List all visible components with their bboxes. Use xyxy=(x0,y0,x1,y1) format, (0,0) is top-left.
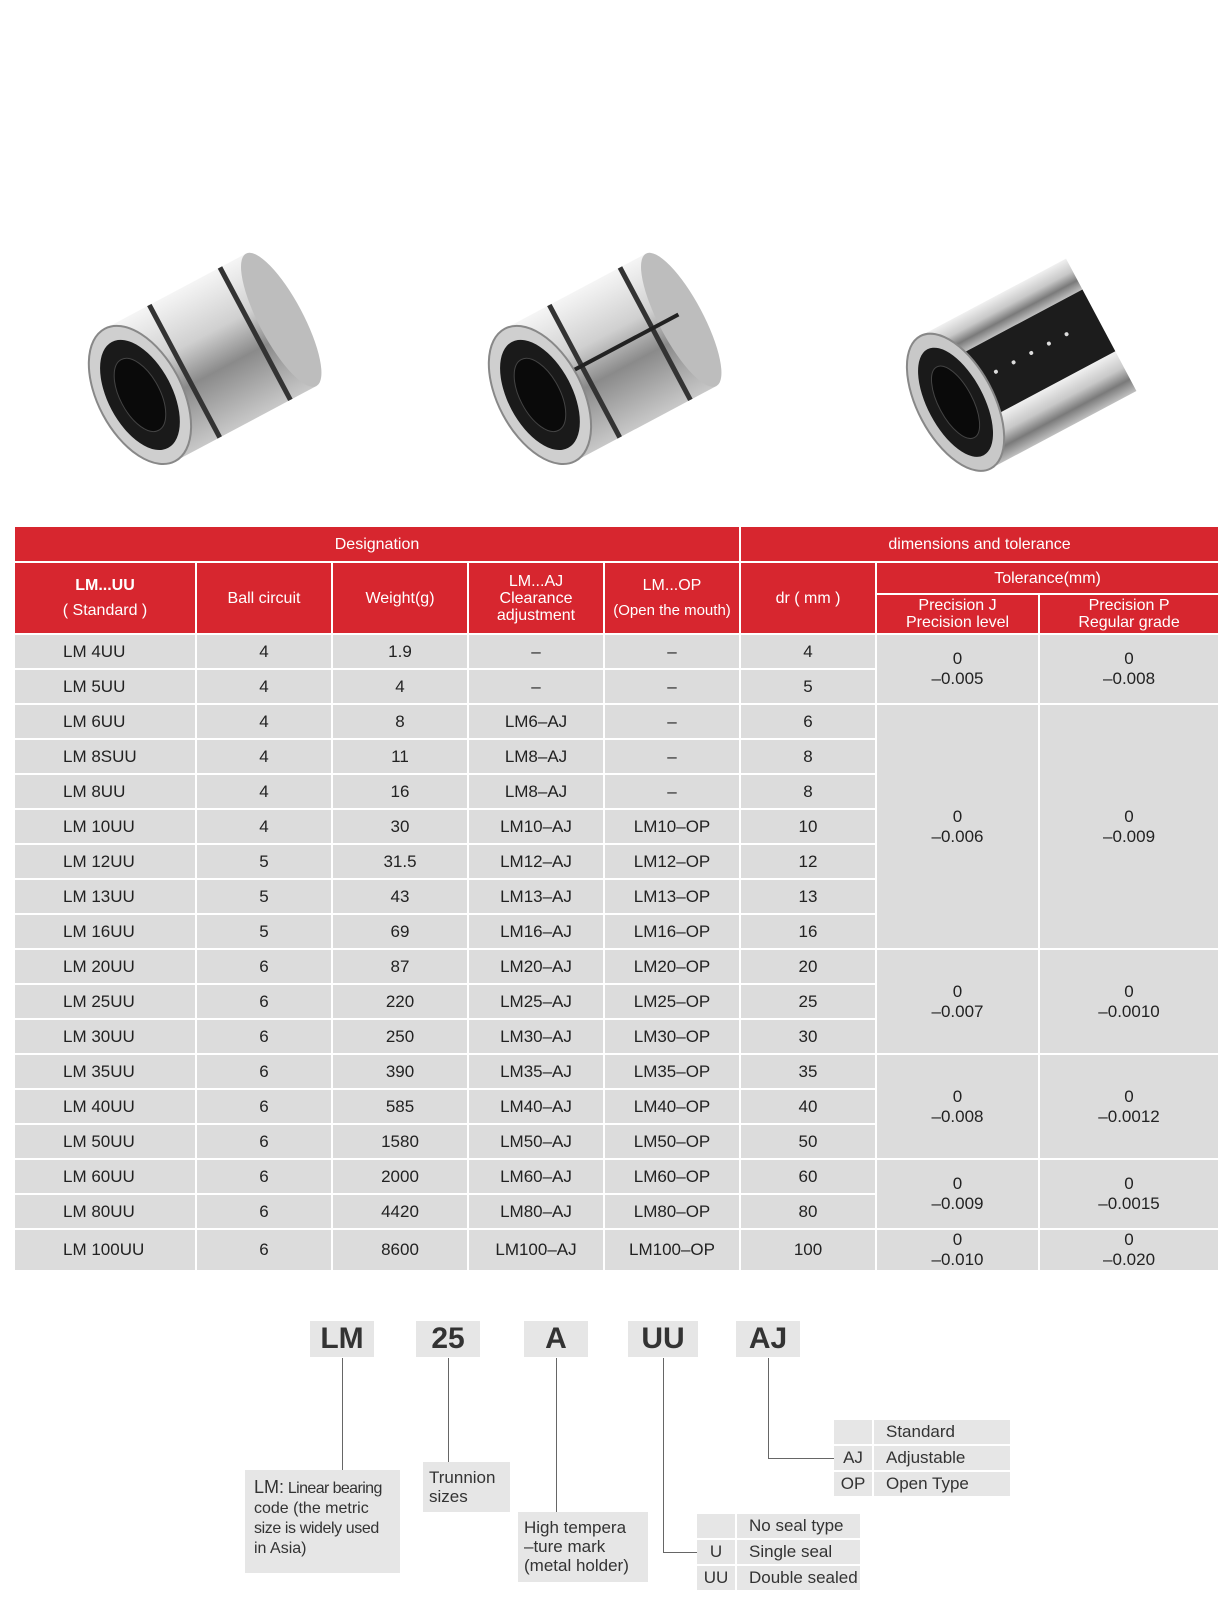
cell-dr: 6 xyxy=(740,704,876,739)
connector-line xyxy=(342,1358,343,1470)
cell-aj-variant: LM25–AJ xyxy=(468,984,604,1019)
cell-model: LM 13UU xyxy=(14,879,196,914)
cell-op-variant: LM16–OP xyxy=(604,914,740,949)
cell-aj-variant: LM13–AJ xyxy=(468,879,604,914)
high-temperature-note: High tempera –ture mark (metal holder) xyxy=(518,1512,648,1582)
cell-op-variant: – xyxy=(604,739,740,774)
col-header-lm-op: LM...OP (Open the mouth) xyxy=(604,562,740,634)
cell-precision-p-tolerance xyxy=(1039,1159,1219,1229)
cell-dr: 10 xyxy=(740,809,876,844)
tolerance-lower: –0.009 xyxy=(931,1194,984,1213)
cell-ball-circuit: 4 xyxy=(196,774,332,809)
cell-ball-circuit: 6 xyxy=(196,984,332,1019)
cell-ball-circuit: 6 xyxy=(196,1089,332,1124)
cell-op-variant: LM13–OP xyxy=(604,879,740,914)
type-option-standard: Standard xyxy=(834,1420,1010,1444)
cell-model: LM 10UU xyxy=(14,809,196,844)
cell-aj-variant: LM8–AJ xyxy=(468,739,604,774)
connector-line xyxy=(448,1358,449,1462)
connector-line xyxy=(663,1358,664,1552)
tolerance-upper: 0 xyxy=(1124,1086,1134,1106)
cell-dr: 30 xyxy=(740,1019,876,1054)
cell-precision-p-tolerance xyxy=(1039,704,1219,949)
cell-op-variant: LM25–OP xyxy=(604,984,740,1019)
cell-model: LM 80UU xyxy=(14,1194,196,1229)
cell-model: LM 8SUU xyxy=(14,739,196,774)
cell-model: LM 5UU xyxy=(14,669,196,704)
cell-model: LM 4UU xyxy=(14,634,196,669)
cell-weight: 220 xyxy=(332,984,468,1019)
cell-dr: 80 xyxy=(740,1194,876,1229)
tolerance-upper: 0 xyxy=(952,649,963,668)
cell-weight: 2000 xyxy=(332,1159,468,1194)
cell-weight: 8600 xyxy=(332,1229,468,1271)
cell-ball-circuit: 6 xyxy=(196,1019,332,1054)
cell-model: LM 60UU xyxy=(14,1159,196,1194)
cell-ball-circuit: 5 xyxy=(196,879,332,914)
cell-dr: 40 xyxy=(740,1089,876,1124)
cell-dr: 100 xyxy=(740,1229,876,1271)
cell-dr: 12 xyxy=(740,844,876,879)
cell-model: LM 100UU xyxy=(14,1229,196,1271)
cell-weight: 69 xyxy=(332,914,468,949)
cell-op-variant: LM50–OP xyxy=(604,1124,740,1159)
cell-weight: 16 xyxy=(332,774,468,809)
seal-option-none: No seal type xyxy=(697,1514,860,1538)
dimensions-header: dimensions and tolerance xyxy=(740,526,1219,562)
cell-aj-variant: LM12–AJ xyxy=(468,844,604,879)
cell-weight: 11 xyxy=(332,739,468,774)
cell-ball-circuit: 4 xyxy=(196,669,332,704)
cell-model: LM 40UU xyxy=(14,1089,196,1124)
tolerance-upper: 0 xyxy=(1124,1174,1134,1193)
cell-aj-variant: LM6–AJ xyxy=(468,704,604,739)
code-part-a: A xyxy=(524,1321,588,1357)
cell-aj-variant: LM10–AJ xyxy=(468,809,604,844)
cell-ball-circuit: 6 xyxy=(196,949,332,984)
cell-precision-p-tolerance xyxy=(1039,634,1219,704)
cell-precision-p-tolerance xyxy=(1039,949,1219,1054)
cell-dr: 4 xyxy=(740,634,876,669)
table-row xyxy=(14,949,1219,984)
cell-dr: 20 xyxy=(740,949,876,984)
cell-model: LM 35UU xyxy=(14,1054,196,1089)
tolerance-upper: 0 xyxy=(952,981,963,1001)
code-part-seal: UU xyxy=(628,1321,698,1357)
table-row xyxy=(14,704,1219,739)
tolerance-lower: –0.008 xyxy=(1103,669,1156,688)
col-header-lm-aj: LM...AJ Clearance adjustment xyxy=(468,562,604,634)
cell-aj-variant: – xyxy=(468,634,604,669)
tolerance-lower: –0.0012 xyxy=(1098,1106,1160,1126)
cell-aj-variant: LM60–AJ xyxy=(468,1159,604,1194)
col-header-dr: dr ( mm ) xyxy=(740,562,876,634)
tolerance-lower: –0.020 xyxy=(1103,1250,1156,1269)
lm-code-note: LM: Linear bearing code (the metric size is widely used in Asia) xyxy=(245,1470,400,1573)
cell-aj-variant: LM35–AJ xyxy=(468,1054,604,1089)
cell-model: LM 20UU xyxy=(14,949,196,984)
cell-dr: 50 xyxy=(740,1124,876,1159)
seal-option-single: U Single seal xyxy=(697,1540,860,1564)
tolerance-lower: –0.005 xyxy=(931,669,984,688)
cell-precision-j-tolerance xyxy=(876,1229,1039,1271)
cell-model: LM 16UU xyxy=(14,914,196,949)
tolerance-lower: –0.0015 xyxy=(1098,1194,1160,1213)
cell-weight: 31.5 xyxy=(332,844,468,879)
cell-aj-variant: LM8–AJ xyxy=(468,774,604,809)
cell-op-variant: – xyxy=(604,669,740,704)
cell-weight: 585 xyxy=(332,1089,468,1124)
code-part-size: 25 xyxy=(416,1321,480,1357)
tolerance-lower: –0.006 xyxy=(931,826,984,846)
cell-precision-j-tolerance xyxy=(876,704,1039,949)
connector-line xyxy=(663,1552,697,1553)
type-option-open: OP Open Type xyxy=(834,1472,1010,1496)
cell-dr: 60 xyxy=(740,1159,876,1194)
cell-dr: 25 xyxy=(740,984,876,1019)
cell-op-variant: LM80–OP xyxy=(604,1194,740,1229)
cell-ball-circuit: 6 xyxy=(196,1229,332,1271)
cell-ball-circuit: 4 xyxy=(196,809,332,844)
cell-weight: 30 xyxy=(332,809,468,844)
col-header-ball-circuit: Ball circuit xyxy=(196,562,332,634)
connector-line xyxy=(768,1458,834,1459)
col-header-weight: Weight(g) xyxy=(332,562,468,634)
cell-weight: 1.9 xyxy=(332,634,468,669)
cell-precision-p-tolerance xyxy=(1039,1229,1219,1271)
cell-model: LM 30UU xyxy=(14,1019,196,1054)
cell-weight: 87 xyxy=(332,949,468,984)
tolerance-lower: –0.0010 xyxy=(1098,1001,1160,1021)
cell-aj-variant: LM20–AJ xyxy=(468,949,604,984)
cell-op-variant: LM60–OP xyxy=(604,1159,740,1194)
cell-dr: 13 xyxy=(740,879,876,914)
type-option-adjustable: AJ Adjustable xyxy=(834,1446,1010,1470)
tolerance-header: Tolerance(mm) xyxy=(876,562,1219,594)
cell-precision-p-tolerance xyxy=(1039,1054,1219,1159)
cell-op-variant: – xyxy=(604,774,740,809)
cell-ball-circuit: 6 xyxy=(196,1124,332,1159)
cell-ball-circuit: 5 xyxy=(196,914,332,949)
cell-aj-variant: LM100–AJ xyxy=(468,1229,604,1271)
cell-ball-circuit: 6 xyxy=(196,1054,332,1089)
cell-aj-variant: LM16–AJ xyxy=(468,914,604,949)
cell-op-variant: – xyxy=(604,634,740,669)
cell-aj-variant: – xyxy=(468,669,604,704)
cell-ball-circuit: 4 xyxy=(196,739,332,774)
tolerance-upper: 0 xyxy=(952,806,963,826)
cell-weight: 4 xyxy=(332,669,468,704)
cell-dr: 35 xyxy=(740,1054,876,1089)
table-row xyxy=(14,634,1219,669)
table-row xyxy=(14,1159,1219,1194)
cell-ball-circuit: 6 xyxy=(196,1159,332,1194)
cell-weight: 8 xyxy=(332,704,468,739)
cell-model: LM 8UU xyxy=(14,774,196,809)
tolerance-lower: –0.008 xyxy=(931,1106,984,1126)
cell-ball-circuit: 6 xyxy=(196,1194,332,1229)
cell-op-variant: – xyxy=(604,704,740,739)
cell-aj-variant: LM50–AJ xyxy=(468,1124,604,1159)
cell-op-variant: LM30–OP xyxy=(604,1019,740,1054)
cell-weight: 390 xyxy=(332,1054,468,1089)
cell-op-variant: LM12–OP xyxy=(604,844,740,879)
trunnion-size-note: Trunnion sizes xyxy=(423,1462,510,1512)
tolerance-upper: 0 xyxy=(1124,1230,1134,1249)
cell-dr: 8 xyxy=(740,774,876,809)
cell-precision-j-tolerance xyxy=(876,1054,1039,1159)
cell-model: LM 12UU xyxy=(14,844,196,879)
tolerance-lower: –0.009 xyxy=(1103,826,1156,846)
specification-table xyxy=(13,525,1220,1272)
cell-op-variant: LM20–OP xyxy=(604,949,740,984)
col-header-lm-uu: LM...UU ( Standard ) xyxy=(14,562,196,634)
cell-dr: 8 xyxy=(740,739,876,774)
cell-op-variant: LM40–OP xyxy=(604,1089,740,1124)
tolerance-lower: –0.007 xyxy=(931,1001,984,1021)
standard-bearing-image xyxy=(60,245,330,475)
cell-op-variant: LM100–OP xyxy=(604,1229,740,1271)
table-row xyxy=(14,1229,1219,1271)
tolerance-upper: 0 xyxy=(1124,806,1134,826)
cell-precision-j-tolerance xyxy=(876,949,1039,1054)
connector-line xyxy=(768,1358,769,1458)
cell-dr: 5 xyxy=(740,669,876,704)
cell-model: LM 25UU xyxy=(14,984,196,1019)
cell-op-variant: LM10–OP xyxy=(604,809,740,844)
col-header-precision-j: Precision J Precision level xyxy=(876,594,1039,634)
table-row xyxy=(14,1054,1219,1089)
cell-ball-circuit: 4 xyxy=(196,634,332,669)
open-type-bearing-image xyxy=(885,250,1145,480)
cell-weight: 250 xyxy=(332,1019,468,1054)
cell-op-variant: LM35–OP xyxy=(604,1054,740,1089)
seal-option-double: UU Double sealed xyxy=(697,1566,860,1590)
tolerance-upper: 0 xyxy=(952,1086,963,1106)
cell-ball-circuit: 4 xyxy=(196,704,332,739)
cell-weight: 43 xyxy=(332,879,468,914)
cell-aj-variant: LM30–AJ xyxy=(468,1019,604,1054)
cell-ball-circuit: 5 xyxy=(196,844,332,879)
cell-weight: 1580 xyxy=(332,1124,468,1159)
cell-aj-variant: LM80–AJ xyxy=(468,1194,604,1229)
cell-model: LM 50UU xyxy=(14,1124,196,1159)
designation-header: Designation xyxy=(14,526,740,562)
cell-aj-variant: LM40–AJ xyxy=(468,1089,604,1124)
tolerance-lower: –0.010 xyxy=(931,1250,984,1269)
tolerance-upper: 0 xyxy=(1124,981,1134,1001)
adjustable-bearing-image xyxy=(460,245,730,475)
col-header-precision-p: Precision P Regular grade xyxy=(1039,594,1219,634)
tolerance-upper: 0 xyxy=(952,1174,963,1193)
cell-model: LM 6UU xyxy=(14,704,196,739)
cell-precision-j-tolerance xyxy=(876,634,1039,704)
tolerance-upper: 0 xyxy=(952,1230,963,1249)
cell-weight: 4420 xyxy=(332,1194,468,1229)
code-part-type: AJ xyxy=(736,1321,800,1357)
tolerance-upper: 0 xyxy=(1124,649,1134,668)
cell-precision-j-tolerance xyxy=(876,1159,1039,1229)
cell-dr: 16 xyxy=(740,914,876,949)
code-part-lm: LM xyxy=(310,1321,374,1357)
connector-line xyxy=(556,1358,557,1512)
